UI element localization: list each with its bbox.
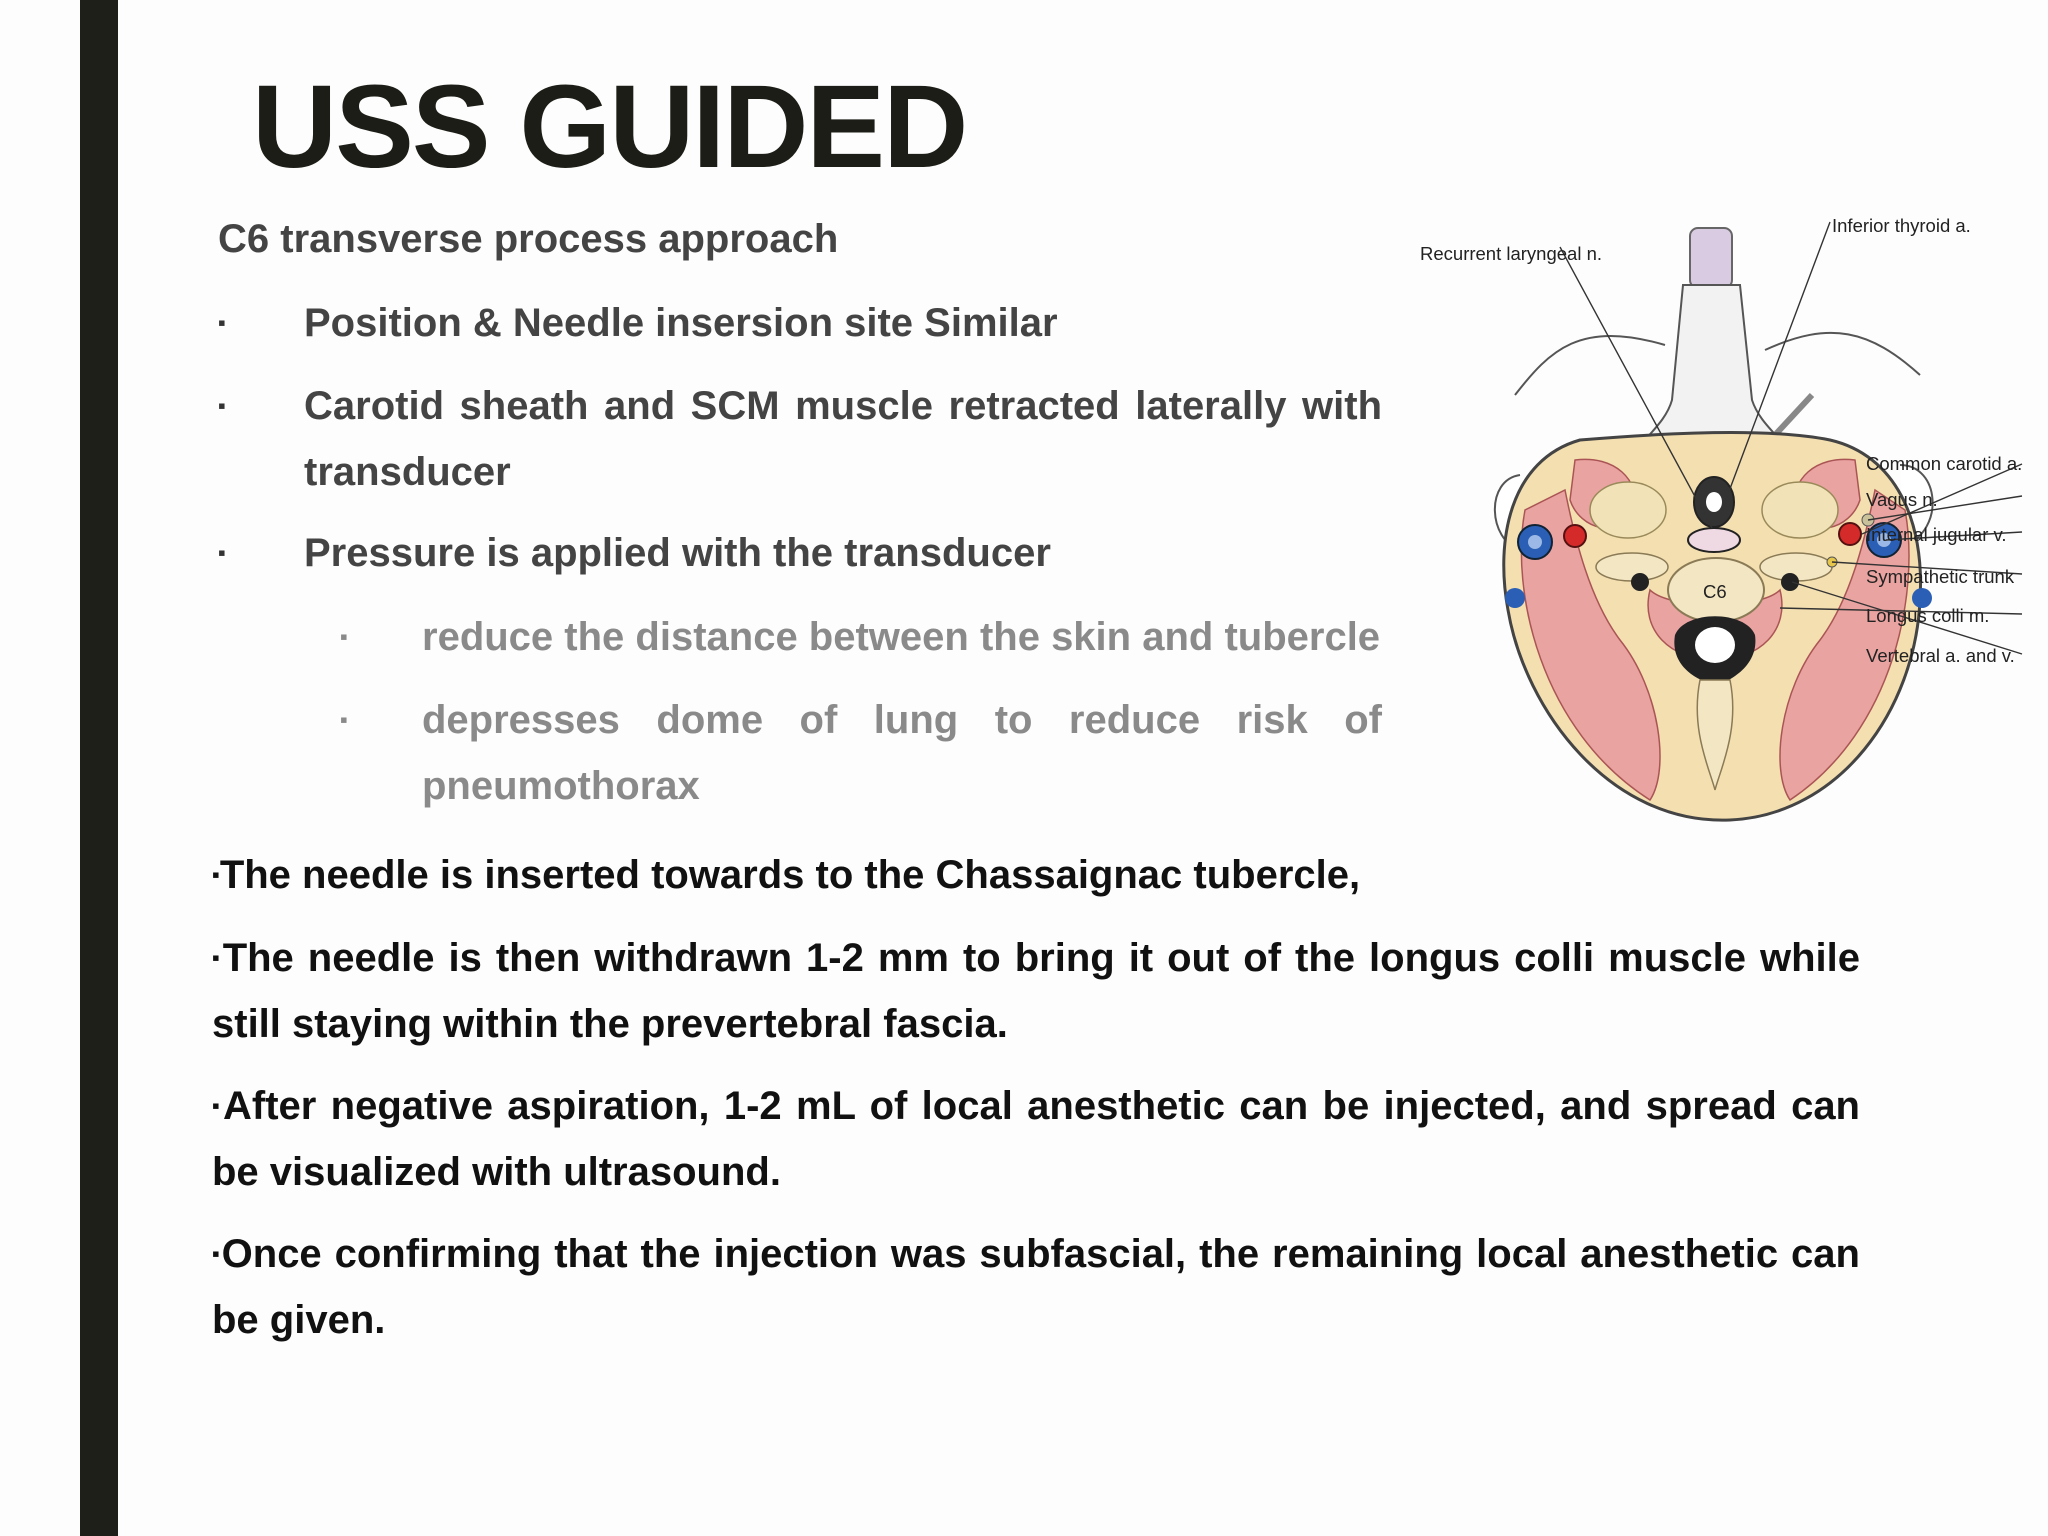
left-common-carotid-artery — [1564, 525, 1586, 547]
procedure-point — [212, 925, 1860, 1057]
left-ijv-lumen — [1528, 535, 1542, 549]
procedure-point — [212, 1221, 1860, 1353]
sub-bullet-item — [336, 687, 1382, 819]
esophagus — [1688, 528, 1740, 552]
spinal-cord — [1695, 627, 1735, 663]
sub-bullet-mark: ▪ — [340, 624, 348, 649]
bullet-item — [218, 290, 1382, 356]
bullet-text: Pressure is applied with the transducer — [304, 531, 1051, 575]
label-common-carotid: Common carotid a. — [1866, 453, 2023, 474]
label-longus-colli: Longus colli m. — [1866, 605, 1990, 626]
procedure-text: After negative aspiration, 1-2 mL of local anesthetic can be injected, and spread can be visualized with ultrasound. — [212, 1084, 1860, 1194]
procedure-text: The needle is then withdrawn 1-2 mm to bring it out of the longus colli muscle while still staying within the prevertebral fascia. — [212, 936, 1860, 1046]
bullet-mark: ▪ — [212, 945, 223, 970]
label-sympathetic-trunk: Sympathetic trunk — [1866, 566, 2015, 587]
vertebra-label: C6 — [1703, 581, 1727, 602]
transducer-handle — [1690, 228, 1732, 288]
left-upper-contour — [1515, 336, 1665, 395]
procedure-text: The needle is inserted towards to the Chassaignac tubercle, — [219, 853, 1361, 897]
right-thyroid-lobe — [1762, 482, 1838, 538]
left-accent-bar — [80, 0, 118, 1536]
left-thyroid-lobe — [1590, 482, 1666, 538]
neck-anatomy-diagram — [1400, 210, 2048, 830]
slide-title: USS GUIDED — [252, 61, 967, 193]
procedure-point — [212, 842, 1860, 908]
bullet-item — [218, 373, 1382, 505]
procedure-text: Once confirming that the injection was subfascial, the remaining local anesthetic can be given. — [212, 1232, 1860, 1342]
right-vertebral-vessels — [1781, 573, 1799, 591]
sub-bullet-text: reduce the distance between the skin and tubercle — [422, 615, 1381, 659]
label-vagus: Vagus n. — [1866, 489, 1938, 510]
right-upper-contour — [1765, 333, 1920, 375]
bullet-mark: ▪ — [218, 540, 226, 565]
bullet-mark: ▪ — [218, 310, 226, 335]
procedure-point — [212, 1073, 1860, 1205]
left-vertebral-vessels — [1631, 573, 1649, 591]
bullet-text: Position & Needle insersion site Similar — [304, 301, 1058, 345]
label-inferior-thyroid: Inferior thyroid a. — [1832, 215, 1971, 236]
trachea-lumen — [1706, 492, 1722, 512]
sub-bullet-text: depresses dome of lung to reduce risk of pneumothorax — [422, 698, 1382, 808]
left-external-jugular-vein — [1505, 588, 1525, 608]
bullet-mark: ▪ — [212, 1241, 222, 1266]
right-common-carotid-artery — [1839, 523, 1861, 545]
neck-cross-section-figure — [1400, 210, 2048, 830]
sub-bullet-item — [336, 604, 1382, 670]
bullet-mark: ▪ — [218, 393, 226, 418]
label-vertebral: Vertebral a. and v. — [1866, 645, 2015, 666]
bullet-item — [218, 520, 1382, 586]
bullet-text: Carotid sheath and SCM muscle retracted laterally with transducer — [304, 384, 1382, 494]
sub-bullet-mark: ▪ — [340, 707, 348, 732]
slide-subtitle: C6 transverse process approach — [218, 217, 839, 261]
left-transverse-process — [1596, 553, 1668, 581]
needle — [1775, 395, 1812, 435]
bullet-mark: ▪ — [212, 1093, 224, 1118]
label-recurrent-laryngeal: Recurrent laryngeal n. — [1420, 243, 1603, 264]
label-internal-jugular: Internal jugular v. — [1866, 524, 2007, 545]
bullet-mark: ▪ — [212, 862, 220, 887]
